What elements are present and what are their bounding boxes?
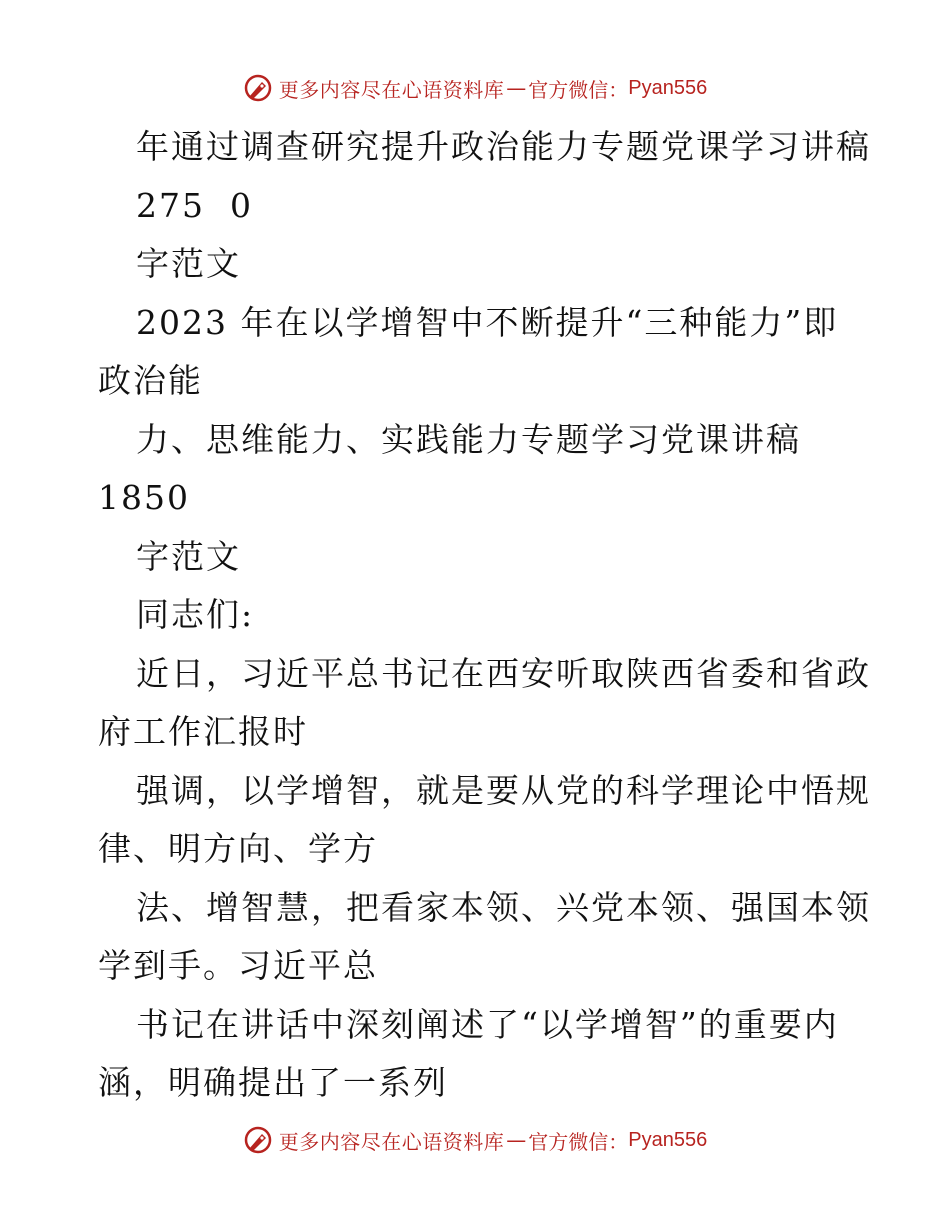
text-line: 强调，以学增智，就是要从党的科学理论中悟规 [136, 770, 871, 810]
text-line: 1850 [98, 478, 190, 517]
text-line: 涵，明确提出了一系列 [98, 1063, 448, 1102]
text-line: 府工作汇报时 [98, 712, 308, 751]
text-line: 政治能 [98, 361, 203, 400]
text-line: 2023 年在以学增智中不断提升“三种能力”即 [136, 302, 839, 342]
watermark-main-text: 更多内容尽在心语资料库 [278, 77, 505, 102]
document-body [98, 118, 898, 1113]
text-line: 年通过调查研究提升政治能力专题党课学习讲稿 [136, 127, 871, 166]
watermark-wechat-id: Pyan556 [628, 1128, 708, 1151]
header-watermark [0, 68, 950, 108]
text-line: 近日，习近平总书记在西安听取陕西省委和省政 [136, 653, 871, 693]
watermark-sub-text: 官方微信： [528, 77, 629, 102]
text-line: 律、明方向、学方 [98, 829, 378, 868]
text-line: 275 0 [136, 185, 253, 225]
footer-watermark [0, 1120, 950, 1160]
watermark-separator: — [506, 76, 527, 100]
watermark-separator: — [506, 1128, 527, 1152]
text-line: 字范文 [136, 244, 241, 283]
text-line: 力、思维能力、实践能力专题学习党课讲稿 [136, 419, 801, 459]
pen-nib-circle-icon [243, 1125, 273, 1155]
text-line: 学到手。习近平总 [98, 946, 378, 985]
text-line: 字范文 [136, 536, 241, 576]
watermark-wechat-id: Pyan556 [628, 76, 708, 99]
text-line: 法、增智慧，把看家本领、兴党本领、强国本领 [136, 887, 871, 927]
text-line: 书记在讲话中深刻阐述了“以学增智”的重要内 [136, 1004, 839, 1044]
text-line: 同志们: [136, 595, 255, 634]
watermark-main-text: 更多内容尽在心语资料库 [278, 1129, 505, 1154]
watermark-sub-text: 官方微信： [528, 1129, 629, 1154]
pen-nib-circle-icon [243, 73, 273, 103]
